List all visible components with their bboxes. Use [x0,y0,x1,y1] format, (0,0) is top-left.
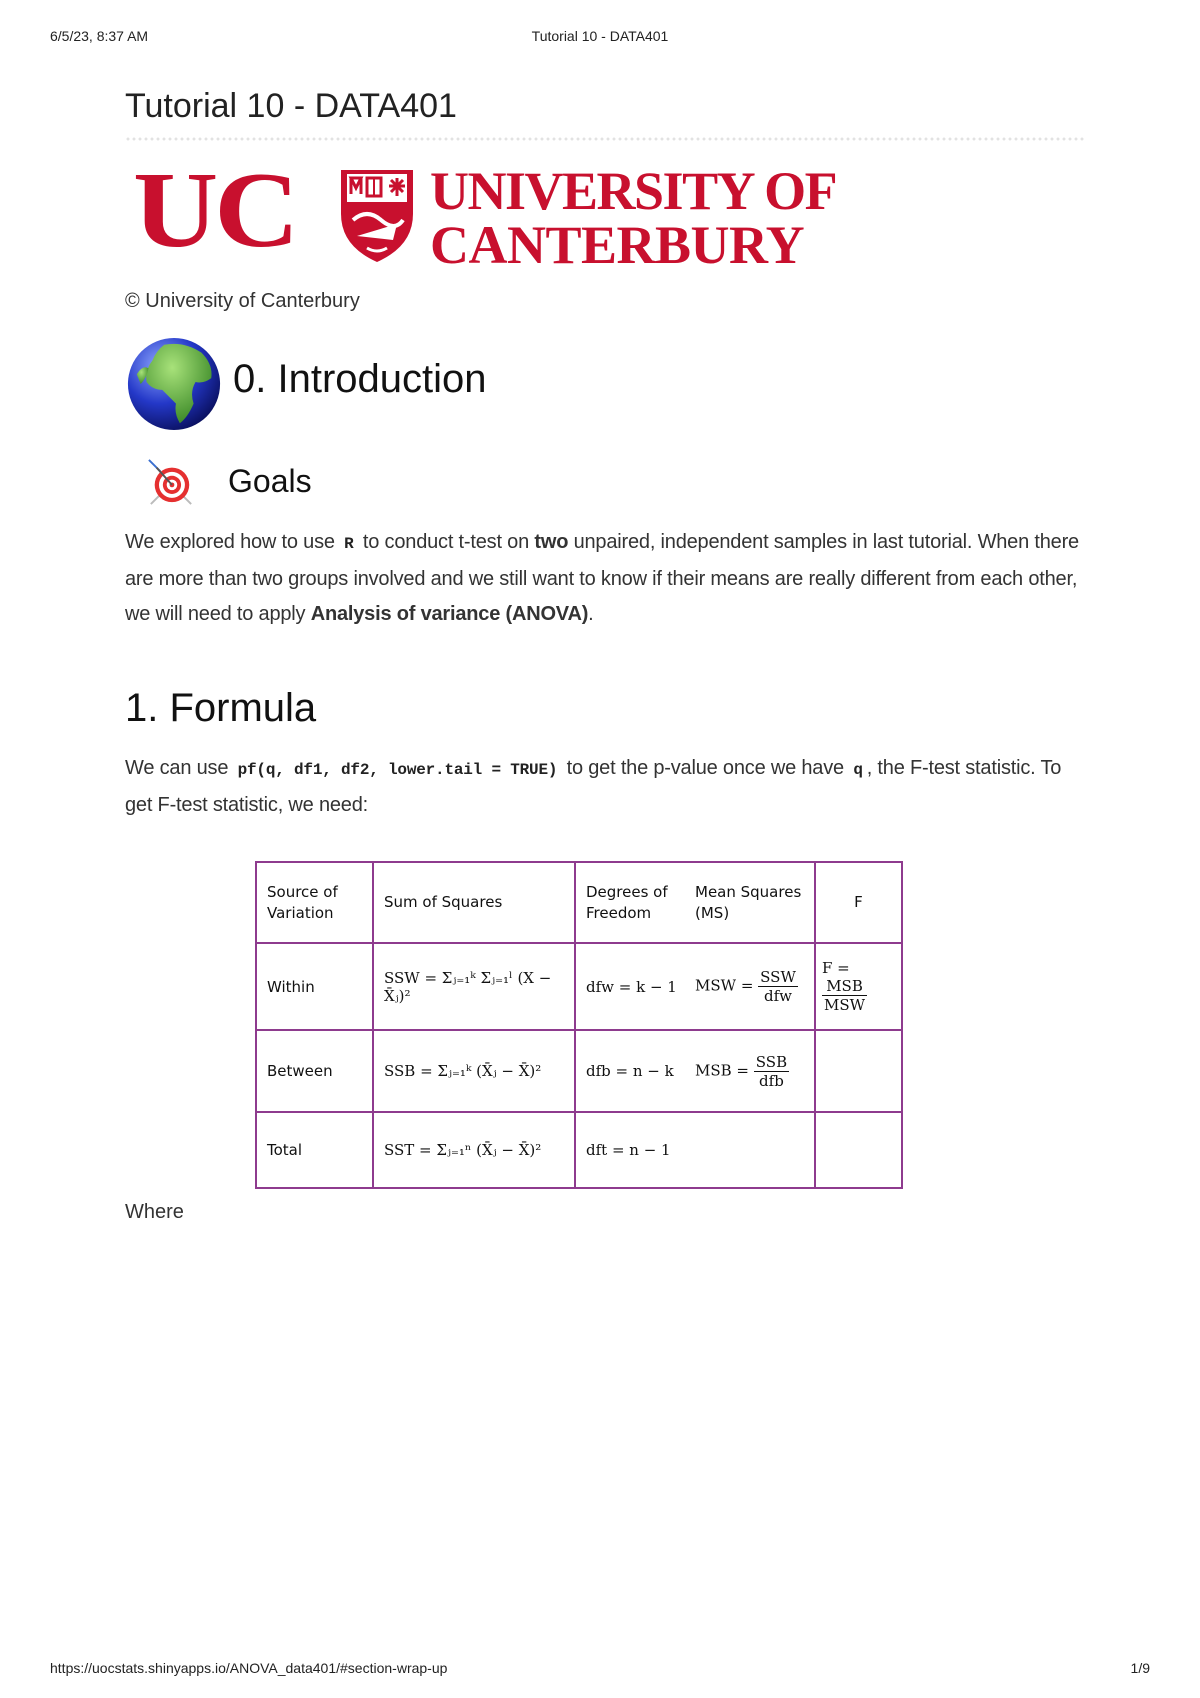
crest-icon [337,164,417,264]
row-label: Total [256,1112,373,1188]
row-label: Between [256,1030,373,1112]
bold-text: Analysis of variance (ANOVA) [310,603,589,625]
intro-paragraph: We explored how to use R to conduct t-test on two unpaired, independent samples in last tutorial. When there are more than two groups involved and we still want to know if their means are really different from each other, we will need to apply Analysis of variance (ANOVA). [125,531,1079,625]
header-df-ms [575,862,815,943]
inline-code: R [344,535,354,553]
f-formula: F = $\frac{\text{MSB}}{\text{MSW}}$ [815,943,902,1030]
ss-formula: SSW = Σⱼ₌₁ᵏ Σⱼ₌₁ˡ (X − X̄ⱼ)² [373,943,575,1030]
ss-formula: SSB = Σⱼ₌₁ᵏ (X̄ⱼ − X̄)² [373,1030,575,1112]
page-url: https://uocstats.shinyapps.io/ANOVA_data401/#section-wrap-up [50,1660,448,1676]
row-label: Within [256,943,373,1030]
header-source: Source of Variation [256,862,373,943]
document-body [125,80,1085,1224]
header-f: F [815,862,902,943]
page-title: Tutorial 10 - DATA401 [125,87,457,125]
logo-uc-letters: UC [133,149,296,271]
intro-heading: 0. Introduction [233,357,487,401]
formula-heading: 1. Formula [125,686,317,730]
df-formula: dfb = n − k [586,1062,674,1080]
header-df: Degrees of Freedom [586,882,668,922]
inline-code: pf(q, df1, df2, lower.tail = TRUE) [237,761,558,779]
df-formula: dfw = k − 1 [586,977,677,996]
table-row [256,943,902,1030]
ms-formula: MSB = $\frac{\text{SSB}}{\text{dfb}}$ [695,1052,788,1090]
ms-formula: MSW = $\frac{\text{SSW}}{\text{dfw}}$ [695,968,796,1005]
empty-cell [815,1112,902,1188]
goals-heading: Goals [228,463,312,499]
where-text: Where [125,1201,184,1223]
bold-text: two [534,531,569,553]
formula-paragraph: We can use pf(q, df1, df2, lower.tail = TRUE) to get the p-value once we have q , the F-test statistic. To get F-test statistic, we need: [125,757,1062,816]
section-introduction [125,335,1085,435]
target-icon [147,457,195,507]
df-formula: dft = n − 1 [575,1112,815,1188]
print-datetime: 6/5/23, 8:37 AM [50,28,149,44]
copyright-notice: © University of Canterbury [125,290,360,312]
goals-block [125,455,1085,513]
header-sum-of-squares: Sum of Squares [373,862,575,943]
table-header-row [256,862,902,943]
empty-cell [815,1030,902,1112]
anova-table [255,861,903,1189]
inline-code: q [853,761,863,779]
university-logo [125,149,885,280]
header-ms: Mean Squares (MS) [695,882,802,922]
ss-formula: SST = Σⱼ₌₁ⁿ (X̄ⱼ − X̄)² [373,1112,575,1188]
table-row [256,1030,902,1112]
table-row [256,1112,902,1188]
title-divider [125,136,1085,142]
globe-icon [125,335,223,433]
page-number: 1/9 [1130,1660,1150,1676]
logo-university-name: UNIVERSITY OF CANTERBURY [430,161,837,275]
print-title: Tutorial 10 - DATA401 [531,28,669,44]
